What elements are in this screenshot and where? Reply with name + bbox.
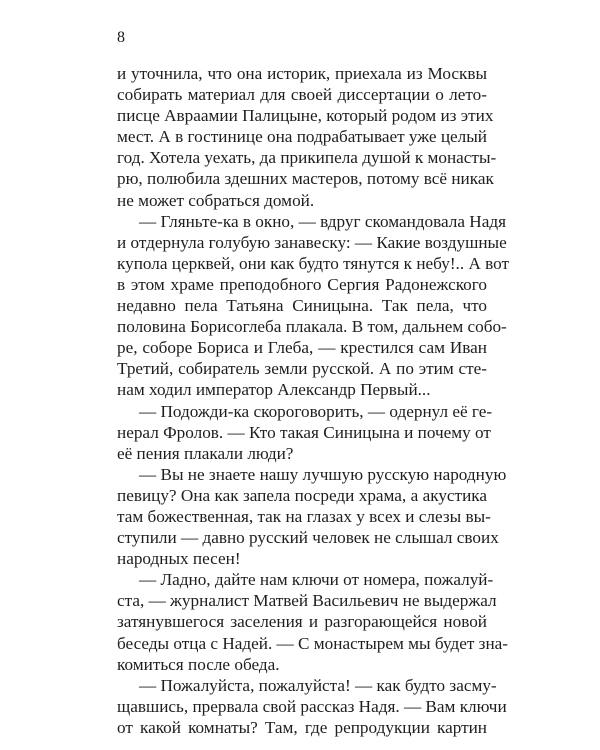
text-line: нерал Фролов. — Кто такая Синицына и почему от [117,422,491,442]
text-line: ста, — журналист Матвей Васильевич не выдержал [117,591,497,611]
page-number: 8 [117,29,125,46]
text-line: и уточнила, что она историк, приехала из Москвы [117,64,487,83]
text-line: — Гляньте-ка в окно, — вдруг скомандовала Надя [139,211,506,231]
text-line: ре, соборе Бориса и Глеба, — крестился сам Иван [117,338,487,358]
text-line: не может собраться домой. [117,190,315,210]
text-line: в этом храме преподобного Сергия Радонежского [117,274,487,294]
text-line: половина Борисоглеба плакала. В том, дальнем собо- [117,317,507,337]
body-text [117,63,510,738]
text-line: собирать материал для своей диссертации о лето- [117,85,487,105]
text-line: купола церквей, они как будто тянутся к небу!.. А вот [117,253,510,273]
text-line: — Ладно, дайте нам ключи от номера, пожалуй- [139,570,494,590]
text-line: мест. А в гостинице она подрабатывает уже целый [117,127,488,147]
text-line: щавшись, прервала свой рассказ Надя. — Вам ключи [117,696,507,716]
text-line: — Вы не знаете нашу лучшую русскую народную [139,464,507,484]
text-line: комиться после обеда. [117,654,280,674]
text-line: — Подожди-ка скороговорить, — одернул её ге- [139,401,493,421]
text-line: от какой комнаты? Там, где репродукции картин [117,717,487,737]
text-line: певицу? Она как запела посреди храма, а акустика [117,485,487,505]
text-line: там божественная, так на глазах у всех и слезы вы- [117,506,491,526]
text-line: ступили — давно русский человек не слышал своих [117,528,499,548]
text-line: недавно пела Татьяна Синицына. Так пела, что [117,296,487,316]
text-line: и отдернула голубую занавеску: — Какие воздушные [117,232,507,252]
text-line: затянувшегося заселения и разгорающейся новой [117,612,487,632]
text-line: — Пожалуйста, пожалуйста! — как будто засму- [139,675,497,695]
text-line: Третий, собиратель земли русской. А по этим сте- [117,359,487,379]
text-line: писце Авраамии Палицыне, который родом из этих [117,106,494,126]
text-line: год. Хотела уехать, да прикипела душой к монасты- [117,148,497,168]
text-line: беседы отца с Надей. — С монастырем мы будет зна- [117,633,509,653]
text-line: народных песен! [117,549,241,569]
text-line: нам ходил император Александр Первый... [117,380,431,400]
text-line: рю, полюбила здешних мастеров, потому всё никак [117,169,494,189]
text-line: её пения плакали люди? [117,443,294,463]
